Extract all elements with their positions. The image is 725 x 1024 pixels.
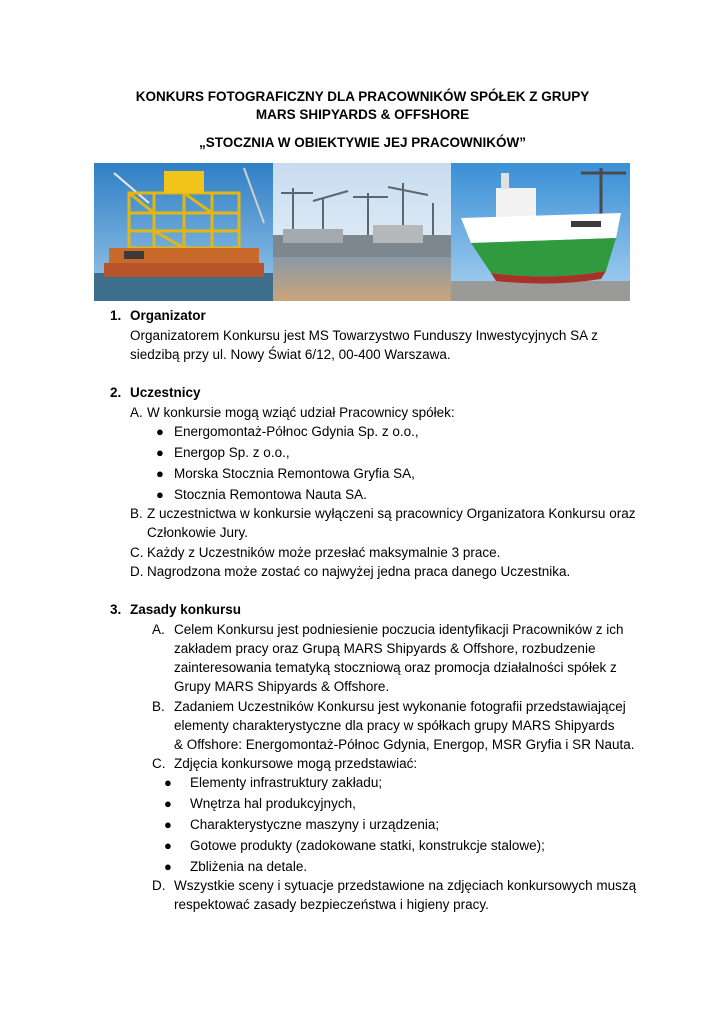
section-2-heading: Uczestnicy [130,385,201,400]
section-1-number: 1. [110,308,122,323]
section-3-item-a-line3: zainteresowania tematyką stoczniową oraz promocja działalności spółek z [174,660,617,675]
section-1-text-line1: Organizatorem Konkursu jest MS Towarzystwo Funduszy Inwestycyjnych SA z [130,328,598,343]
section-3-item-d-line1: Wszystkie sceny i sytuacje przedstawione na zdjęciach konkursowych muszą [174,878,637,893]
bullet-icon: ● [164,817,172,832]
bullet-icon: ● [164,796,172,811]
section-2-item-b-line2: Członkowie Jury. [147,525,249,540]
bullet-icon: ● [164,775,172,790]
section-2-item-c-text: Każdy z Uczestników może przesłać maksymalnie 3 prace. [147,545,501,560]
shipyard-cranes-photo [273,163,451,301]
section-3-item-c-text: Zdjęcia konkursowe mogą przedstawiać: [174,756,418,771]
section-2-item-b-letter: B. [130,506,143,521]
section-2-item-c-letter: C. [130,545,144,560]
ship-drydock-photo [451,163,630,301]
section-1-heading: Organizator [130,308,206,323]
section-3-item-a-line1: Celem Konkursu jest podniesienie poczucia identyfikacji Pracowników z ich [174,622,624,637]
section-2-item-a-letter: A. [130,405,143,420]
section-3-bullet-5: Zbliżenia na detale. [190,859,308,874]
section-3-item-c-letter: C. [152,756,166,771]
header-photo-strip [94,163,630,301]
section-3-number: 3. [110,602,122,617]
section-3-item-b-letter: B. [152,699,165,714]
section-2-number: 2. [110,385,122,400]
section-3-heading: Zasady konkursu [130,602,242,617]
section-2-item-d-text: Nagrodzona może zostać co najwyżej jedna praca danego Uczestnika. [147,564,571,579]
section-1-text-line2: siedzibą przy ul. Nowy Świat 6/12, 00-400 Warszawa. [130,347,451,362]
bullet-icon: ● [164,838,172,853]
section-2-bullet-1: Energomontaż-Północ Gdynia Sp. z o.o., [174,424,419,439]
section-3-item-a-line4: Grupy MARS Shipyards & Offshore. [174,679,390,694]
bullet-icon: ● [156,487,164,502]
document-subtitle: „STOCZNIA W OBIEKTYWIE JEJ PRACOWNIKÓW” [198,135,526,150]
section-3-item-a-letter: A. [152,622,165,637]
section-2-item-b-line1: Z uczestnictwa w konkursie wyłączeni są pracownicy Organizatora Konkursu oraz [147,506,636,521]
section-3-item-d-line2: respektować zasady bezpieczeństwa i higieny pracy. [174,897,489,912]
section-2-bullet-2: Energop Sp. z o.o., [174,445,290,460]
document-title-line1: KONKURS FOTOGRAFICZNY DLA PRACOWNIKÓW SPÓŁEK Z GRUPY [135,89,590,104]
section-3-item-b-line1: Zadaniem Uczestników Konkursu jest wykonanie fotografii przedstawiającej [174,699,626,714]
section-3-item-b-line3: & Offshore: Energomontaż-Północ Gdynia, Energop, MSR Gryfia i SR Nauta. [174,737,635,752]
bullet-icon: ● [156,424,164,439]
section-3-bullet-4: Gotowe produkty (zadokowane statki, konstrukcje stalowe); [190,838,545,853]
section-3-item-b-line2: elementy charakterystyczne dla pracy w spółkach grupy MARS Shipyards [174,718,615,733]
section-3-bullet-2: Wnętrza hal produkcyjnych, [190,796,356,811]
section-3-item-a-line2: zakładem pracy oraz Grupą MARS Shipyards & Offshore, rozbudzenie [174,641,596,656]
bullet-icon: ● [156,466,164,481]
bullet-icon: ● [156,445,164,460]
document-title-line2: MARS SHIPYARDS & OFFSHORE [255,107,470,122]
section-2-bullet-4: Stocznia Remontowa Nauta SA. [174,487,367,502]
section-2-bullet-3: Morska Stocznia Remontowa Gryfia SA, [174,466,415,481]
bullet-icon: ● [164,859,172,874]
section-3-bullet-1: Elementy infrastruktury zakładu; [190,775,383,790]
section-2-item-a-text: W konkursie mogą wziąć udział Pracownicy spółek: [147,405,455,420]
section-3-item-d-letter: D. [152,878,166,893]
section-3-bullet-3: Charakterystyczne maszyny i urządzenia; [190,817,440,832]
offshore-structure-photo [94,163,273,301]
section-2-item-d-letter: D. [130,564,144,579]
